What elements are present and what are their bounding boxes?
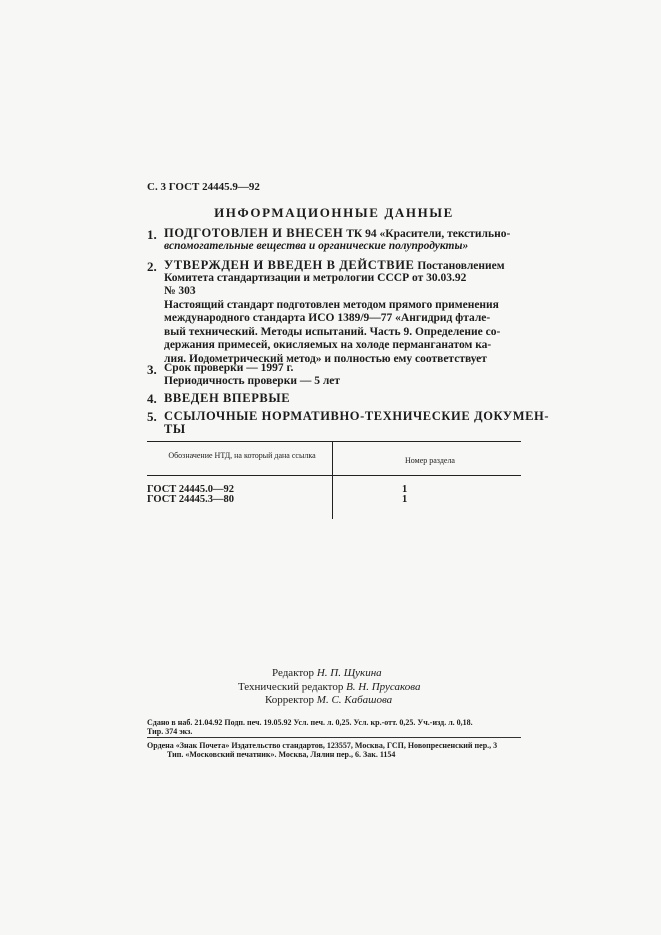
table-cell: ГОСТ 24445.0—92 (147, 484, 235, 495)
item-heading: УТВЕРЖДЕН И ВВЕДЕН В ДЕЙСТВИЕ (164, 258, 415, 272)
page-header: С. 3 ГОСТ 24445.9—92 (147, 181, 260, 193)
item-line: международного стандарта ИСО 1389/9—77 «Ангидрид фтале- (164, 312, 491, 324)
table-divider (332, 441, 333, 475)
item-line: Комитета стандартизации и метрологии СССР от 30.03.92 (164, 272, 467, 284)
item-number: 1. (147, 227, 157, 242)
item-heading: ССЫЛОЧНЫЕ НОРМАТИВНО-ТЕХНИЧЕСКИЕ ДОКУМЕН- (164, 409, 550, 423)
tech-editor-label: Технический редактор (238, 681, 344, 693)
imprint-line: Тип. «Московский печатник». Москва, Лялин пер., 6. Зак. 1154 (167, 750, 396, 759)
item-line: вый технический. Методы испытаний. Часть 9. Определение со- (164, 326, 501, 338)
item-number: 4. (147, 391, 157, 406)
item-number: 5. (147, 409, 157, 424)
item-line: лия. Иодометрический метод» и полностью ему соответствует (164, 353, 487, 365)
item-line (164, 226, 510, 241)
item-text: ТК 94 «Красители, текстильно- (343, 228, 511, 240)
imprint-line: Тир. 374 экз. (147, 727, 193, 736)
item-line: вспомогательные вещества и органические полупродукты» (164, 240, 469, 252)
item-line: держания примесей, окисляемых на холоде перманганатом ка- (164, 339, 492, 351)
table-cell: ГОСТ 24445.3—80 (147, 494, 235, 505)
tech-editor-line (238, 681, 420, 693)
imprint-line: Ордена «Знак Почета» Издательство стандартов, 123557, Москва, ГСП, Новопресненский пер., 3 (147, 741, 498, 750)
imprint-line: Сдано в наб. 21.04.92 Подп. печ. 19.05.92 Усл. печ. л. 0,25. Усл. кр.-отт. 0,25. Уч.-изд. л. 0,18. (147, 718, 473, 727)
item-line (164, 258, 505, 273)
corrector-line (265, 694, 392, 706)
item-number: 2. (147, 259, 157, 274)
editor-label: Редактор (272, 667, 315, 679)
table-cell: 1 (402, 484, 408, 495)
item-heading: ТЫ (164, 422, 186, 436)
item-line: Срок проверки — 1997 г. (164, 362, 294, 374)
item-line: № 303 (164, 285, 196, 297)
item-line: Настоящий стандарт подготовлен методом прямого применения (164, 299, 499, 311)
item-text: Постановлением (414, 260, 505, 272)
table-header-cell: Номер раздела (405, 456, 455, 465)
table-header-rule (147, 475, 521, 476)
editor-line (272, 667, 382, 679)
table-cell: 1 (402, 494, 408, 505)
corrector-label: Корректор (265, 694, 315, 706)
corrector-name: М. С. Кабашова (316, 694, 393, 706)
imprint-rule (147, 737, 521, 738)
item-number: 3. (147, 362, 157, 377)
table-top-rule (147, 441, 521, 442)
item-heading: ПОДГОТОВЛЕН И ВНЕСЕН (164, 226, 344, 240)
item-line: Периодичность проверки — 5 лет (164, 375, 341, 387)
table-divider (332, 475, 333, 519)
table-header-cell: Обозначение НТД, на который дана ссылка (168, 451, 316, 460)
tech-editor-name: В. Н. Прусакова (346, 681, 421, 693)
item-heading: ВВЕДЕН ВПЕРВЫЕ (164, 391, 291, 405)
editor-name: Н. П. Щукина (316, 667, 382, 679)
section-title: ИНФОРМАЦИОННЫЕ ДАННЫЕ (214, 205, 454, 220)
